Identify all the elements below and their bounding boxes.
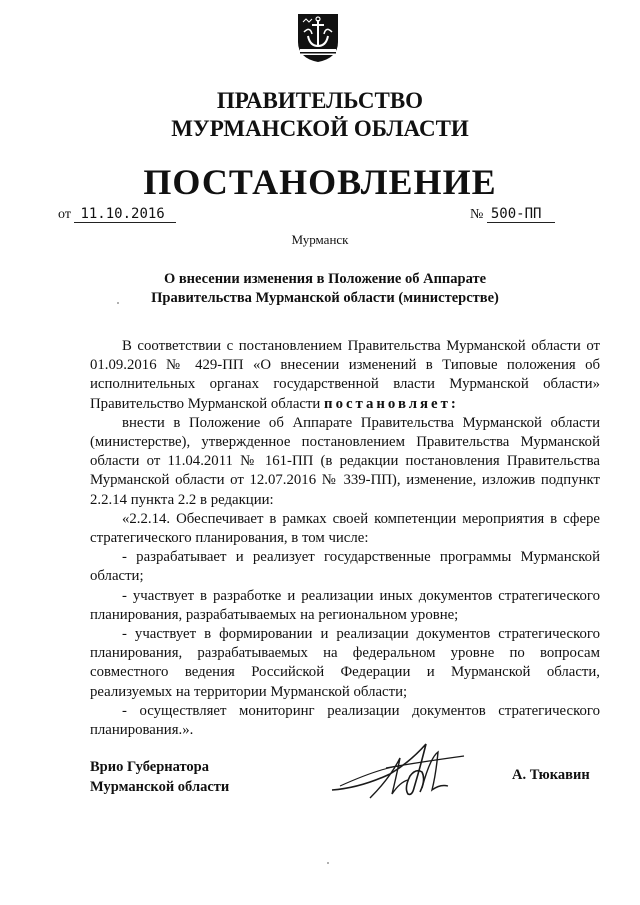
scan-speck xyxy=(117,302,119,304)
paragraph-6: - участвует в формировании и реализации документов стратегического планирования, разрабатываемых на федеральном уровне по вопросам совместного ведения Российской Федерации и Мурманской области, реализуемых на территории Мурманской области; xyxy=(90,626,600,700)
coat-of-arms-icon xyxy=(296,12,340,64)
date-value: 11.10.2016 xyxy=(74,207,176,223)
paragraph-4: - разрабатывает и реализует государственные программы Мурманской области; xyxy=(90,549,600,585)
government-heading xyxy=(0,87,640,143)
paragraph-1-text: В соответствии с постановлением Правительства Мурманской области от 01.09.2016 № 429-ПП «О внесении изменений в Типовые положения об исполнительных органах государственной власти Мурманской области» Правительство Мурманской области xyxy=(90,338,600,412)
paragraph-7: - осуществляет мониторинг реализации документов стратегического планирования.». xyxy=(90,702,600,739)
date-prefix: от xyxy=(58,207,71,222)
paragraph-3: «2.2.14. Обеспечивает в рамках своей компетенции мероприятия в сфере стратегического планирования, в том числе: xyxy=(90,510,600,547)
position-line-1: Врио Губернатора xyxy=(90,759,209,775)
gov-line-2: МУРМАНСКОЙ ОБЛАСТИ xyxy=(171,116,469,141)
document-body xyxy=(90,337,600,740)
paragraph-1 xyxy=(90,337,600,414)
resolves-word: постановляет: xyxy=(324,395,459,412)
paragraph-5: - участвует в разработке и реализации иных документов стратегического планирования, разрабатываемых на региональном уровне; xyxy=(90,587,600,623)
signer-name: А. Тюкавин xyxy=(512,767,590,783)
title-line-2: Правительства Мурманской области (министерстве) xyxy=(151,290,499,306)
position-line-2: Мурманской области xyxy=(90,779,230,795)
title-line-1: О внесении изменения в Положение об Аппарате xyxy=(163,271,487,287)
document-date xyxy=(58,207,176,223)
scan-speck xyxy=(327,862,329,864)
signature-icon xyxy=(330,738,470,806)
gov-line-1: ПРАВИТЕЛЬСТВО xyxy=(216,88,424,113)
document-type: ПОСТАНОВЛЕНИЕ xyxy=(143,162,497,202)
number-value: 500-ПП xyxy=(487,207,555,223)
number-prefix: № xyxy=(470,207,484,222)
paragraph-2: внести в Положение об Аппарате Правительства Мурманской области (министерстве), утвержденное постановлением Правительства Мурманской области от 11.04.2011 № 161-ПП (в редакции постановления Правительства Мурманской области от 12.07.2016 № 339-ПП), изменение, изложив подпункт 2.2.14 пункта 2.2 в редакции: xyxy=(90,414,600,508)
document-title xyxy=(90,270,560,308)
city: Мурманск xyxy=(291,232,349,247)
signer-position xyxy=(90,757,229,797)
document-number xyxy=(470,207,555,223)
